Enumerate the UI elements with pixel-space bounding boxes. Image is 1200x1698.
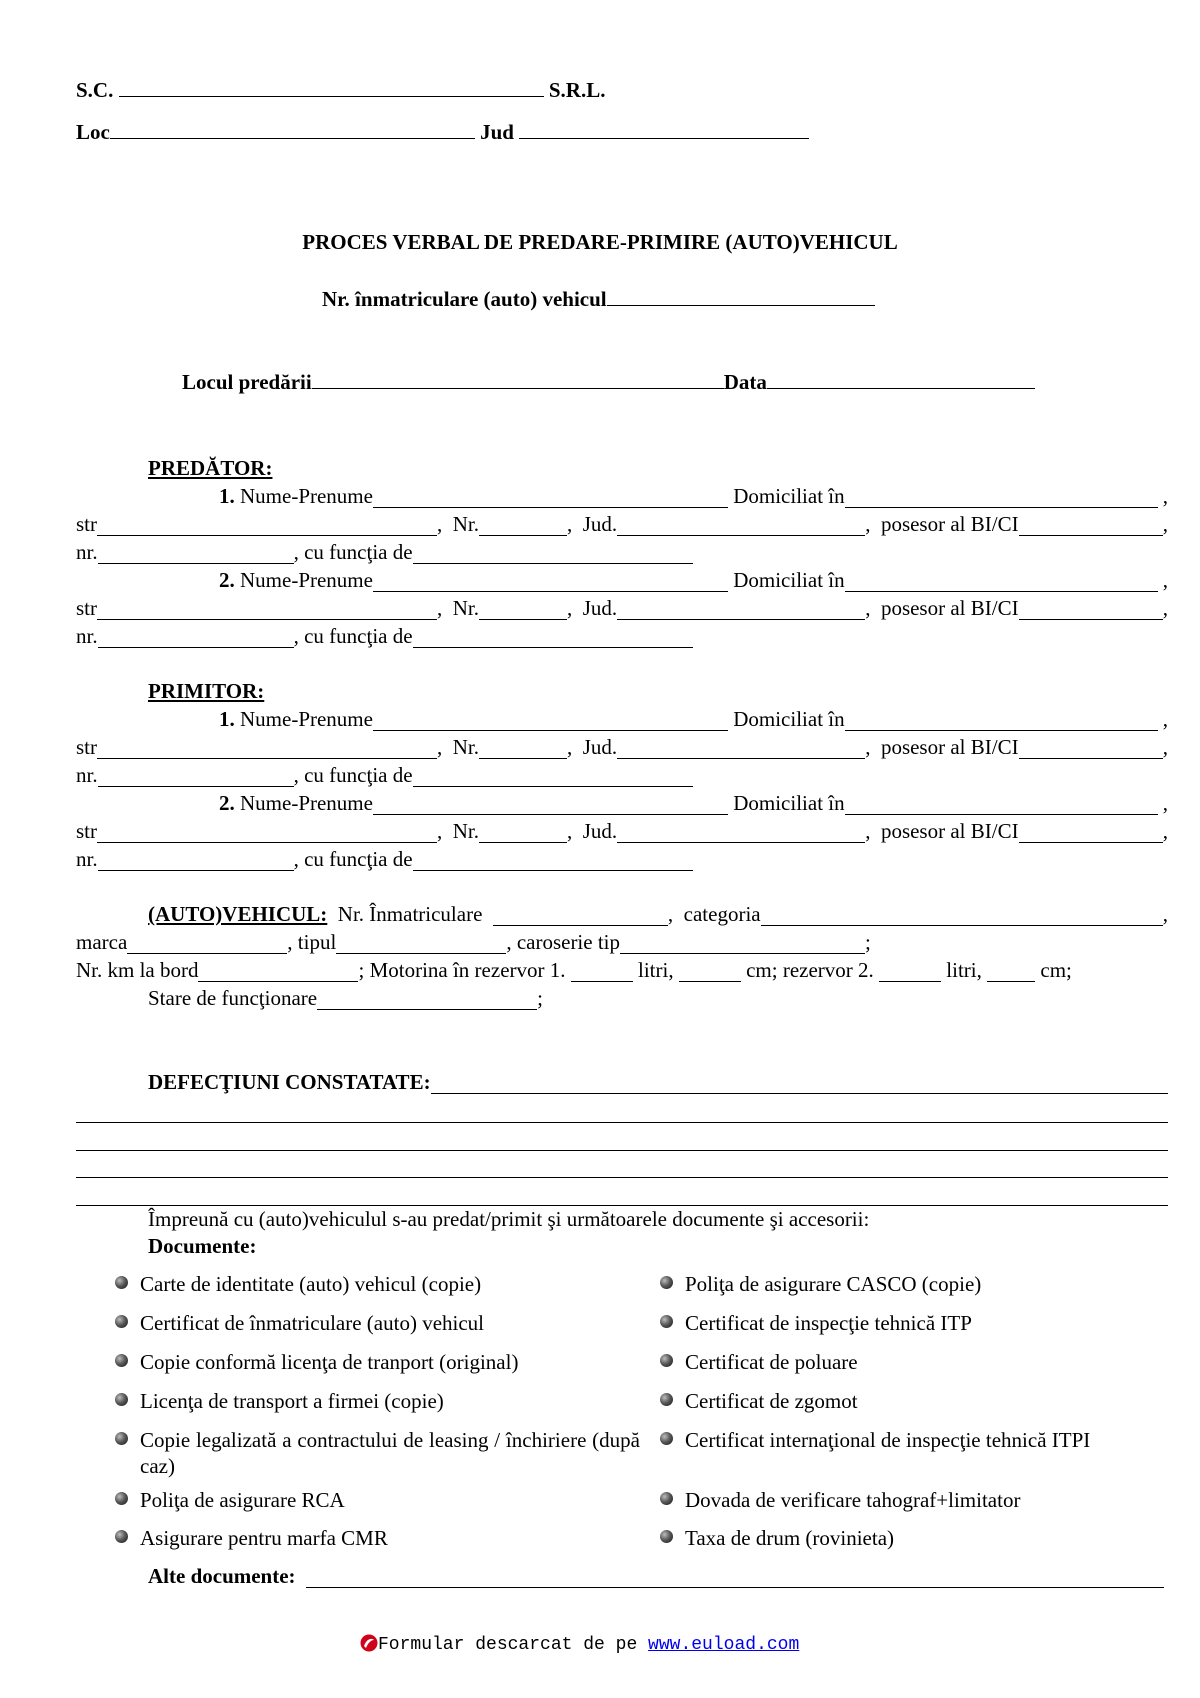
function-label: , cu funcţia de: [293, 763, 413, 787]
name-label: Nume-Prenume: [240, 707, 373, 731]
bullet-icon: [660, 1276, 673, 1289]
id-holder-label: posesor al BI/CI: [880, 512, 1019, 536]
registration-label: Nr. înmatriculare (auto) vehicul: [322, 287, 607, 311]
defects-field[interactable]: [431, 1075, 1168, 1094]
bullet-icon: [660, 1492, 673, 1505]
bullet-icon: [660, 1354, 673, 1367]
handover-place-line: [182, 370, 1035, 394]
nr-label: nr.: [76, 540, 98, 564]
receiver-1-line-2: str , Nr. , Jud. , posesor al BI/CI ,: [76, 735, 1168, 759]
other-documents-line: [76, 1564, 1168, 1588]
footer-link[interactable]: www.euload.com: [648, 1635, 800, 1655]
document-item: [660, 1349, 858, 1375]
giver-1-street-field[interactable]: [97, 517, 437, 536]
receiver-2-domicile-field[interactable]: [845, 796, 1158, 815]
vehicle-registration-field[interactable]: [493, 907, 668, 926]
street-label: str: [76, 596, 97, 620]
number-label: Nr.: [452, 819, 479, 843]
function-label: , cu funcţia de: [293, 624, 413, 648]
document-item: [115, 1525, 388, 1551]
document-item: [115, 1427, 640, 1479]
vehicle-type-label: , tipul: [287, 930, 337, 954]
receiver-2-line-2: str , Nr. , Jud. , posesor al BI/CI ,: [76, 819, 1168, 843]
county-label: Jud.: [582, 596, 618, 620]
receiver-1-number-field[interactable]: [479, 740, 567, 759]
tank-2-label: cm; rezervor 2.: [746, 958, 874, 982]
receiver-2-county-field[interactable]: [617, 824, 865, 843]
name-label: Nume-Prenume: [240, 568, 373, 592]
vehicle-state-field[interactable]: [317, 991, 537, 1010]
vehicle-body-label: , caroserie tip: [506, 930, 621, 954]
document-item: [660, 1271, 981, 1297]
receiver-2-street-field[interactable]: [97, 824, 437, 843]
receiver-1-name-field[interactable]: [373, 712, 728, 731]
id-holder-label: posesor al BI/CI: [880, 819, 1019, 843]
tank-1-litres-field[interactable]: [571, 963, 633, 982]
id-holder-label: posesor al BI/CI: [880, 735, 1019, 759]
locality-line: [76, 120, 809, 144]
document-item-label: Certificat de poluare: [685, 1350, 858, 1374]
semicolon: ;: [537, 986, 543, 1010]
giver-2-line-1: [76, 568, 1168, 592]
giver-1-id-field[interactable]: [1019, 517, 1163, 536]
bullet-icon: [115, 1530, 128, 1543]
litres-label: litri,: [946, 958, 982, 982]
bullet-icon: [115, 1393, 128, 1406]
document-item: [660, 1525, 894, 1551]
company-prefix: S.C.: [76, 78, 114, 102]
bullet-icon: [115, 1432, 128, 1445]
street-label: str: [76, 819, 97, 843]
receiver-heading: PRIMITOR:: [148, 679, 265, 703]
semicolon: ;: [865, 930, 871, 954]
comma: ,: [1162, 568, 1168, 592]
document-item-label: Poliţa de asigurare RCA: [140, 1488, 345, 1512]
receiver-1-line-1: [76, 707, 1168, 731]
nr-label: nr.: [76, 847, 98, 871]
giver-1-line-1: [76, 484, 1168, 508]
document-item-label: Taxa de drum (rovinieta): [685, 1526, 895, 1550]
street-label: str: [76, 735, 97, 759]
handover-place-label: Locul predării: [182, 370, 312, 394]
document-item-label: Carte de identitate (auto) vehicul (copie): [140, 1272, 482, 1296]
county-label: Jud: [480, 120, 514, 144]
receiver-1-county-field[interactable]: [617, 740, 865, 759]
name-label: Nume-Prenume: [240, 791, 373, 815]
registration-field[interactable]: [607, 287, 875, 306]
county-label: Jud.: [582, 512, 618, 536]
document-item-label: Certificat de zgomot: [685, 1389, 858, 1413]
document-item: [660, 1388, 858, 1414]
bullet-icon: [115, 1315, 128, 1328]
date-label: Data: [723, 370, 767, 394]
handover-place-field[interactable]: [312, 370, 724, 389]
giver-2-name-field[interactable]: [373, 573, 728, 592]
document-item-label: Certificat de inspecţie tehnică ITP: [685, 1311, 972, 1335]
tank-2-litres-field[interactable]: [879, 963, 941, 982]
bullet-icon: [660, 1432, 673, 1445]
vehicle-type-field[interactable]: [336, 935, 506, 954]
vehicle-category-label: categoria: [683, 902, 761, 926]
tank-2-cm-field[interactable]: [987, 963, 1035, 982]
vehicle-line-4: [76, 986, 1168, 1010]
documents-heading: Documente:: [148, 1234, 257, 1258]
locality-field[interactable]: [110, 120, 475, 139]
receiver-2-function-field[interactable]: [413, 852, 693, 871]
street-label: str: [76, 512, 97, 536]
bullet-icon: [660, 1315, 673, 1328]
domicile-label: Domiciliat în: [733, 568, 845, 592]
bullet-icon: [660, 1393, 673, 1406]
vehicle-body-field[interactable]: [620, 935, 865, 954]
defects-line: [76, 1070, 1168, 1094]
receiver-1-street-field[interactable]: [97, 740, 437, 759]
locality-label: Loc: [76, 120, 110, 144]
euload-logo-icon: [360, 1634, 378, 1652]
number-label: Nr.: [452, 596, 479, 620]
receiver-2-id-field[interactable]: [1019, 824, 1163, 843]
fuel-label: ; Motorina în rezervor 1.: [358, 958, 566, 982]
giver-1-line-3: [76, 540, 1168, 564]
vehicle-brand-label: marca: [76, 930, 128, 954]
giver-1-function-field[interactable]: [413, 545, 693, 564]
id-holder-label: posesor al BI/CI: [880, 596, 1019, 620]
giver-2-street-field[interactable]: [97, 601, 437, 620]
person-number: 1.: [219, 707, 235, 731]
receiver-1-nr-field[interactable]: [98, 768, 294, 787]
footer: [360, 1634, 799, 1655]
number-label: Nr.: [452, 735, 479, 759]
document-item-label: Dovada de verificare tahograf+limitator: [685, 1488, 1021, 1512]
page-title: PROCES VERBAL DE PREDARE-PRIMIRE (AUTO)VEHICUL: [302, 230, 898, 254]
document-item-label: Licenţa de transport a firmei (copie): [140, 1389, 444, 1413]
giver-1-domicile-field[interactable]: [845, 489, 1158, 508]
person-number: 2.: [219, 568, 235, 592]
comma: ,: [1162, 707, 1168, 731]
name-label: Nume-Prenume: [240, 484, 373, 508]
nr-label: nr.: [76, 763, 98, 787]
giver-2-domicile-field[interactable]: [845, 573, 1158, 592]
defects-heading: DEFECŢIUNI CONSTATATE:: [148, 1070, 431, 1094]
defects-line-4[interactable]: [76, 1177, 1168, 1178]
vehicle-brand-field[interactable]: [127, 935, 287, 954]
receiver-1-domicile-field[interactable]: [845, 712, 1158, 731]
person-number: 1.: [219, 484, 235, 508]
vehicle-heading: (AUTO)VEHICUL:: [148, 902, 328, 926]
giver-2-line-3: [76, 624, 1168, 648]
number-label: Nr.: [452, 512, 479, 536]
document-item: [660, 1427, 1090, 1453]
bullet-icon: [115, 1276, 128, 1289]
defects-line-3[interactable]: [76, 1150, 1168, 1151]
document-item: [660, 1310, 972, 1336]
document-item: [115, 1388, 444, 1414]
giver-2-line-2: str , Nr. , Jud. , posesor al BI/CI ,: [76, 596, 1168, 620]
tank-1-cm-field[interactable]: [679, 963, 741, 982]
giver-1-name-field[interactable]: [373, 489, 728, 508]
document-item-label: Certificat de înmatriculare (auto) vehicul: [140, 1311, 485, 1335]
domicile-label: Domiciliat în: [733, 707, 845, 731]
litres-label: litri,: [638, 958, 674, 982]
giver-heading: PREDĂTOR:: [148, 456, 273, 480]
documents-intro: Împreună cu (auto)vehiculul s-au predat/primit şi următoarele documente şi accesorii:: [148, 1207, 870, 1231]
county-field[interactable]: [519, 120, 809, 139]
vehicle-km-field[interactable]: [198, 963, 358, 982]
vehicle-state-label: Stare de funcţionare: [148, 986, 318, 1010]
vehicle-line-1: (AUTO)VEHICUL: Nr. Înmatriculare , categoria ,: [148, 902, 1168, 926]
document-item: [115, 1310, 484, 1336]
document-item: [115, 1487, 345, 1513]
vehicle-line-2: [76, 930, 1168, 954]
receiver-2-line-3: [76, 847, 1168, 871]
document-item: [115, 1349, 518, 1375]
document-item: [660, 1487, 1020, 1513]
defects-line-5[interactable]: [76, 1205, 1168, 1206]
registration-line: [322, 287, 875, 311]
defects-line-2[interactable]: [76, 1122, 1168, 1123]
giver-1-county-field[interactable]: [617, 517, 865, 536]
receiver-2-name-field[interactable]: [373, 796, 728, 815]
giver-1-nr-field[interactable]: [98, 545, 294, 564]
receiver-1-function-field[interactable]: [413, 768, 693, 787]
vehicle-registration-label: Nr. Înmatriculare: [337, 902, 483, 926]
vehicle-line-3: [76, 958, 1168, 982]
county-label: Jud.: [582, 735, 618, 759]
function-label: , cu funcţia de: [293, 847, 413, 871]
document-item-label: Copie conformă licenţa de tranport (original): [140, 1350, 519, 1374]
vehicle-km-label: Nr. km la bord: [76, 958, 199, 982]
giver-2-number-field[interactable]: [479, 601, 567, 620]
bullet-icon: [660, 1530, 673, 1543]
giver-1-number-field[interactable]: [479, 517, 567, 536]
document-item-label: Certificat internaţional de inspecţie tehnică ITPI: [685, 1428, 1091, 1452]
domicile-label: Domiciliat în: [733, 791, 845, 815]
receiver-2-nr-field[interactable]: [98, 852, 294, 871]
receiver-1-line-3: [76, 763, 1168, 787]
domicile-label: Domiciliat în: [733, 484, 845, 508]
document-item: [115, 1271, 481, 1297]
county-label: Jud.: [582, 819, 618, 843]
bullet-icon: [115, 1492, 128, 1505]
other-documents-field[interactable]: [306, 1569, 1164, 1588]
receiver-2-number-field[interactable]: [479, 824, 567, 843]
function-label: , cu funcţia de: [293, 540, 413, 564]
company-line: [76, 78, 605, 102]
company-suffix: S.R.L.: [548, 78, 606, 102]
date-field[interactable]: [767, 370, 1035, 389]
receiver-1-id-field[interactable]: [1019, 740, 1163, 759]
document-item-label: Poliţa de asigurare CASCO (copie): [685, 1272, 982, 1296]
giver-2-function-field[interactable]: [413, 629, 693, 648]
footer-text: Formular descarcat de pe: [378, 1635, 649, 1655]
comma: ,: [1162, 484, 1168, 508]
giver-2-id-field[interactable]: [1019, 601, 1163, 620]
nr-label: nr.: [76, 624, 98, 648]
vehicle-category-field[interactable]: [761, 907, 1163, 926]
bullet-icon: [115, 1354, 128, 1367]
giver-1-line-2: str , Nr. , Jud. , posesor al BI/CI ,: [76, 512, 1168, 536]
giver-2-county-field[interactable]: [617, 601, 865, 620]
document-item-label: Copie legalizată a contractului de leasing / închiriere (după caz): [140, 1428, 640, 1478]
giver-2-nr-field[interactable]: [98, 629, 294, 648]
receiver-2-line-1: [76, 791, 1168, 815]
person-number: 2.: [219, 791, 235, 815]
company-name-field[interactable]: [119, 78, 544, 97]
cm-label: cm;: [1040, 958, 1072, 982]
document-item-label: Asigurare pentru marfa CMR: [140, 1526, 388, 1550]
comma: ,: [1162, 791, 1168, 815]
other-documents-label: Alte documente:: [148, 1564, 296, 1588]
